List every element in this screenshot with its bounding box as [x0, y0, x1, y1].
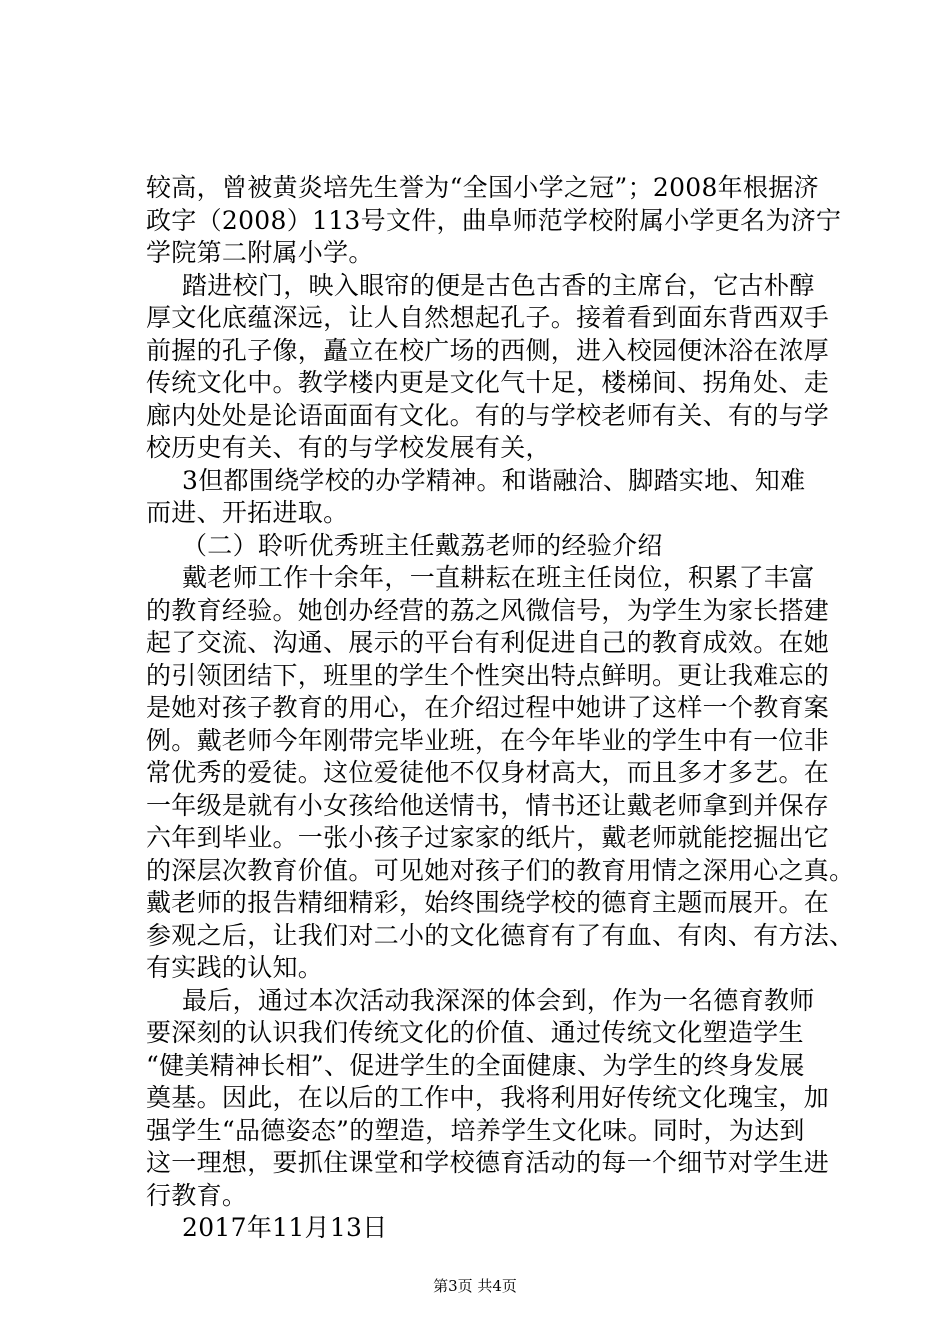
text-line: 的引领团结下，班里的学生个性突出特点鲜明。更让我难忘的 — [146, 660, 830, 690]
text-line: 有实践的认知。 — [146, 953, 324, 982]
text-line: 一年级是就有小女孩给他送情书，情书还让戴老师拿到并保存 — [146, 790, 830, 820]
text-line: 传统文化中。教学楼内更是文化气十足，楼梯间、拐角处、走 — [146, 368, 830, 397]
paragraph-start-line: 3但都围绕学校的办学精神。和谐融洽、脚踏实地、知难 — [182, 465, 806, 495]
text-line: 前握的孔子像，矗立在校广场的西侧，进入校园便沐浴在浓厚 — [146, 335, 830, 365]
paragraph-start-line: 踏进校门，映入眼帘的便是古色古香的主席台，它古朴醇 — [182, 270, 815, 300]
text-line: 强学生“品德姿态”的塑造，培养学生文化味。同时，为达到 — [146, 1115, 805, 1145]
page-number: 第3页 共4页 — [433, 1277, 517, 1295]
text-line: 校历史有关、有的与学校发展有关， — [146, 433, 551, 462]
text-line: 学院第二附属小学。 — [146, 238, 374, 267]
text-line: 例。戴老师今年刚带完毕业班，在今年毕业的学生中有一位非 — [146, 725, 830, 755]
text-line: 行教育。 — [146, 1180, 248, 1210]
text-line: 常优秀的爱徒。这位爱徒他不仅身材高大，而且多才多艺。在 — [146, 758, 830, 787]
page-footer — [0, 1276, 950, 1296]
text-line: “健美精神长相”、促进学生的全面健康、为学生的终身发展 — [146, 1050, 805, 1080]
text-line: 戴老师的报告精细精彩，始终围绕学校的德育主题而展开。在 — [146, 888, 830, 917]
text-line: 这一理想，要抓住课堂和学校德育活动的每一个细节对学生进 — [146, 1148, 830, 1177]
text-line: 的深层次教育价值。可见她对孩子们的教育用情之深用心之真。 — [146, 855, 855, 885]
text-line: 廊内处处是论语面面有文化。有的与学校老师有关、有的与学 — [146, 400, 830, 430]
text-line: 奠基。因此，在以后的工作中，我将利用好传统文化瑰宝，加 — [146, 1083, 830, 1112]
text-line: 的教育经验。她创办经营的荔之风微信号，为学生为家长搭建 — [146, 595, 830, 625]
text-line: 而进、开拓进取。 — [146, 498, 349, 527]
text-line: 厚文化底蕴深远，让人自然想起孔子。接着看到面东背西双手 — [146, 303, 830, 332]
text-line: 较高，曾被黄炎培先生誉为“全国小学之冠”；2008年根据济 — [146, 173, 819, 202]
text-line: 起了交流、沟通、展示的平台有利促进自己的教育成效。在她 — [146, 628, 830, 657]
paragraph-start-line: 最后，通过本次活动我深深的体会到，作为一名德育教师 — [182, 985, 815, 1015]
text-line: 参观之后，让我们对二小的文化德育有了有血、有肉、有方法、 — [146, 920, 855, 950]
section-heading: （二）聆听优秀班主任戴荔老师的经验介绍 — [182, 530, 663, 560]
text-line: 要深刻的认识我们传统文化的价值、通过传统文化塑造学生 — [146, 1018, 804, 1047]
date-line: 2017年11月13日 — [182, 1213, 388, 1242]
body-text — [146, 172, 855, 1245]
text-line: 六年到毕业。一张小孩子过家家的纸片，戴老师就能挖掘出它 — [146, 823, 830, 852]
text-line: 政字（2008）113号文件，曲阜师范学校附属小学更名为济宁 — [146, 205, 842, 235]
paragraph-start-line: 戴老师工作十余年，一直耕耘在班主任岗位，积累了丰富 — [182, 563, 815, 592]
text-line: 是她对孩子教育的用心，在介绍过程中她讲了这样一个教育案 — [146, 693, 830, 722]
